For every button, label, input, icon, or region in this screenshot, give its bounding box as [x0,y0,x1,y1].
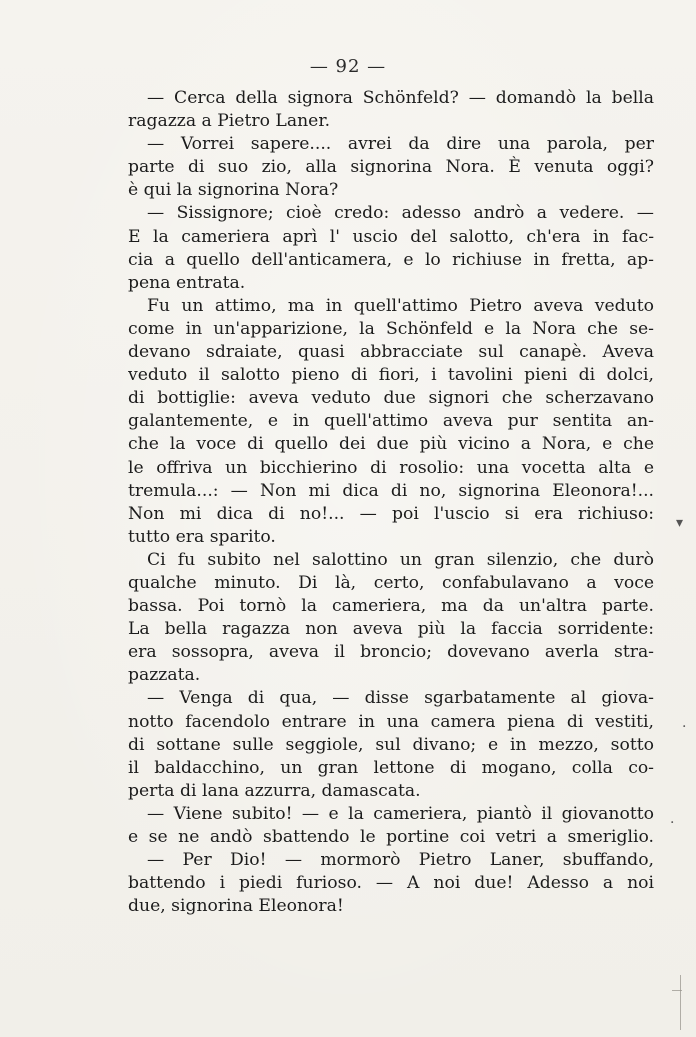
text-line: — Cerca della signora Schönfeld? — domandò la bella [147,88,654,108]
text-line: Fu un attimo, ma in quell'attimo Pietro aveva veduto [147,295,654,316]
text-line: — Venga di qua, — disse sgarbatamente al giova- [147,688,654,709]
text-line: il baldacchino, un gran lettone di mogano, colla co- [128,757,654,778]
scan-artifact-line [680,975,681,1030]
text-line: Ci fu subito nel salottino un gran silenzio, che durò [147,549,654,570]
scan-artifact-speck: · [670,815,675,831]
text-line: pazzata. [128,665,201,686]
text-line: di bottiglie: aveva veduto due signori che scherzavano [128,388,654,409]
text-line: pena entrata. [128,272,246,293]
text-line: era sossopra, aveva il broncio; dovevano averla stra- [128,642,654,663]
text-line: devano sdraiate, quasi abbracciate sul canapè. Aveva [128,342,654,363]
scan-artifact-speck: · [682,719,687,735]
text-line: — Vorrei sapere.... avrei da dire una parola, per [147,134,654,155]
text-line: notto facendolo entrare in una camera piena di vestiti, [128,711,654,732]
text-line: veduto il salotto pieno di fiori, i tavolini pieni di dolci, [128,365,654,386]
text-line: ragazza a Pietro Laner. [128,111,331,132]
text-line: tutto era sparito. [128,526,276,547]
text-line: è qui la signorina Nora? [128,180,339,201]
text-line: parte di suo zio, alla signorina Nora. È venuta oggi? [128,157,654,178]
text-line: battendo i piedi furioso. — A noi due! Adesso a noi [128,873,654,894]
text-line: due, signorina Eleonora! [128,896,344,917]
text-line: — Sissignore; cioè credo: adesso andrò a vedere. — [147,203,654,224]
text-line: La bella ragazza non aveva più la faccia sorridente: [128,619,654,640]
text-line: le offriva un bicchierino di rosolio: una vocetta alta e [128,457,654,478]
text-line: — Per Dio! — mormorò Pietro Laner, sbuffando, [147,850,654,871]
text-line: che la voce di quello dei due più vicino a Nora, e che [128,434,654,455]
text-line: bassa. Poi tornò la cameriera, ma da un'altra parte. [128,596,654,617]
scan-artifact-line [672,990,682,991]
text-line: e se ne andò sbattendo le portine coi vetri a smeriglio. [128,827,654,847]
text-line: come in un'apparizione, la Schönfeld e la Nora che se- [128,318,654,339]
text-line: perta di lana azzurra, damascata. [128,780,421,801]
text-line: E la cameriera aprì l' uscio del salotto, ch'era in fac- [128,226,654,247]
text-line: — Viene subito! — e la cameriera, piantò il giovanotto [147,803,654,824]
text-line: galantemente, e in quell'attimo aveva pur sentita an- [128,411,654,432]
text-line: Non mi dica di no!... — poi l'uscio si era richiuso: [128,503,654,524]
page-number: — 92 — [309,56,387,77]
text-line: qualche minuto. Di là, certo, confabulavano a voce [128,572,654,593]
text-line: cia a quello dell'anticamera, e lo richiuse in fretta, ap- [128,249,654,270]
text-line: tremula...: — Non mi dica di no, signorina Eleonora!... [128,480,654,501]
body-text [128,87,654,918]
scan-artifact-speck: ▾ [676,515,684,531]
text-line: di sottane sulle seggiole, sul divano; e in mezzo, sotto [128,734,654,755]
